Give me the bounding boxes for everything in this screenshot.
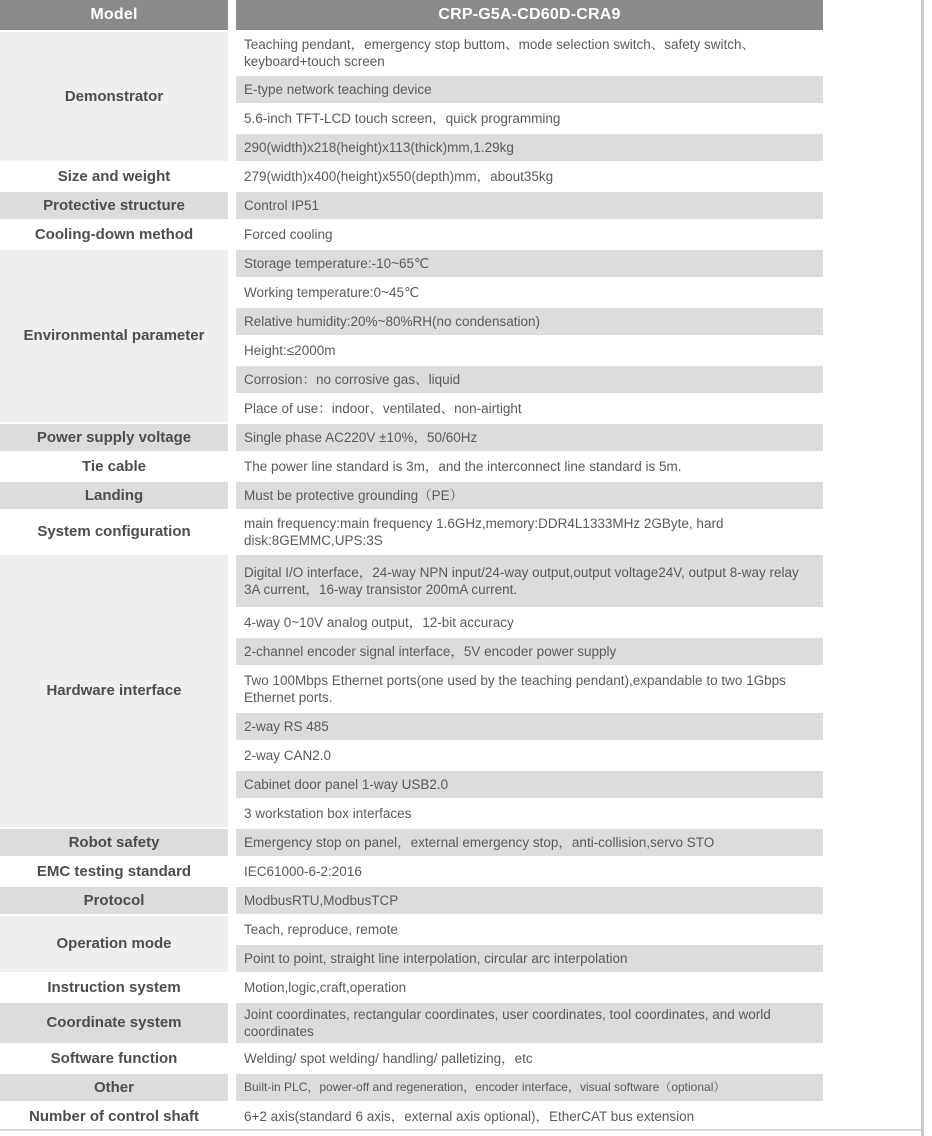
- spec-value-control-shaft: 6+2 axis(standard 6 axis，external axis optional)，EtherCAT bus extension: [236, 1103, 823, 1130]
- header-model-value: CRP-G5A-CD60D-CRA9: [236, 0, 823, 30]
- row-label-control-shaft: Number of control shaft: [0, 1103, 228, 1130]
- spec-value-digital-io: Digital I/O interface，24-way NPN input/24-way output,output voltage24V, output 8-way relay 3A current，16-way transistor 200mA current.: [236, 555, 823, 607]
- page-right-edge-rule: [921, 0, 924, 1136]
- spec-value-operation-modes: Teach, reproduce, remote: [236, 916, 823, 943]
- spec-value-grounding: Must be protective grounding（PE）: [236, 482, 823, 509]
- spec-value-height: Height:≤2000m: [236, 337, 823, 364]
- row-label-power-supply: Power supply voltage: [0, 424, 228, 451]
- row-label-protective-structure: Protective structure: [0, 192, 228, 219]
- spec-value-analog-output: 4-way 0~10V analog output，12-bit accuracy: [236, 609, 823, 636]
- spec-value-cooling: Forced cooling: [236, 221, 823, 248]
- row-label-protocol: Protocol: [0, 887, 228, 914]
- spec-value-instruction-system: Motion,logic,craft,operation: [236, 974, 823, 1001]
- row-label-other: Other: [0, 1074, 228, 1101]
- spec-value-working-temp: Working temperature:0~45℃: [236, 279, 823, 306]
- spec-value-humidity: Relative humidity:20%~80%RH(no condensation): [236, 308, 823, 335]
- spec-value-other: Built-in PLC，power-off and regeneration，encoder interface，visual software（optional）: [236, 1074, 823, 1101]
- row-label-environmental-parameter: Environmental parameter: [0, 250, 228, 422]
- spec-value-software-function: Welding/ spot welding/ handling/ palletizing，etc: [236, 1045, 823, 1072]
- spec-value-robot-safety: Emergency stop on panel，external emergency stop，anti-collision,servo STO: [236, 829, 823, 856]
- row-label-software-function: Software function: [0, 1045, 228, 1072]
- row-label-cooling-method: Cooling-down method: [0, 221, 228, 248]
- row-label-robot-safety: Robot safety: [0, 829, 228, 856]
- row-label-system-configuration: System configuration: [0, 511, 228, 553]
- spec-value-tie-cable: The power line standard is 3m，and the interconnect line standard is 5m.: [236, 453, 823, 480]
- spec-value-pendant-size: 290(width)x218(height)x113(thick)mm,1.29kg: [236, 134, 823, 161]
- page-bottom-edge-rule: [0, 1129, 921, 1131]
- spec-value-protocol: ModbusRTU,ModbusTCP: [236, 887, 823, 914]
- spec-value-ethernet-ports: Two 100Mbps Ethernet ports(one used by the teaching pendant),expandable to two 1Gbps Ethernet ports.: [236, 667, 823, 711]
- spec-value-touch-screen: 5.6-inch TFT-LCD touch screen，quick programming: [236, 105, 823, 132]
- spec-value-coordinate-system: Joint coordinates, rectangular coordinates, user coordinates, tool coordinates, and world coordinates: [236, 1003, 823, 1043]
- spec-value-encoder-interface: 2-channel encoder signal interface，5V encoder power supply: [236, 638, 823, 665]
- spec-value-network-teaching-device: E-type network teaching device: [236, 76, 823, 103]
- row-label-demonstrator: Demonstrator: [0, 32, 228, 161]
- row-label-emc-standard: EMC testing standard: [0, 858, 228, 885]
- spec-value-place-of-use: Place of use：indoor、ventilated、non-airtight: [236, 395, 823, 422]
- spec-value-system-configuration: main frequency:main frequency 1.6GHz,memory:DDR4L1333MHz 2GByte, hard disk:8GEMMC,UPS:3S: [236, 511, 823, 553]
- spec-value-can: 2-way CAN2.0: [236, 742, 823, 769]
- spec-value-corrosion: Corrosion：no corrosive gas、liquid: [236, 366, 823, 393]
- spec-value-interpolation: Point to point, straight line interpolation, circular arc interpolation: [236, 945, 823, 972]
- row-label-instruction-system: Instruction system: [0, 974, 228, 1001]
- row-label-coordinate-system: Coordinate system: [0, 1003, 228, 1043]
- spec-value-storage-temp: Storage temperature:-10~65℃: [236, 250, 823, 277]
- spec-value-workstation-box: 3 workstation box interfaces: [236, 800, 823, 827]
- spec-value-emc-standard: IEC61000-6-2:2016: [236, 858, 823, 885]
- row-label-operation-mode: Operation mode: [0, 916, 228, 972]
- spec-value-cabinet-size: 279(width)x400(height)x550(depth)mm，about35kg: [236, 163, 823, 190]
- row-label-size-and-weight: Size and weight: [0, 163, 228, 190]
- row-label-landing: Landing: [0, 482, 228, 509]
- row-label-tie-cable: Tie cable: [0, 453, 228, 480]
- spec-value-rs485: 2-way RS 485: [236, 713, 823, 740]
- spec-value-control-ip: Control IP51: [236, 192, 823, 219]
- row-label-hardware-interface: Hardware interface: [0, 555, 228, 827]
- spec-value-usb: Cabinet door panel 1-way USB2.0: [236, 771, 823, 798]
- header-model-label: Model: [0, 0, 228, 30]
- spec-value-power-supply: Single phase AC220V ±10%，50/60Hz: [236, 424, 823, 451]
- spec-value-teaching-pendant: Teaching pendant，emergency stop buttom、mode selection switch、safety switch、keyboard+touch screen: [236, 32, 823, 74]
